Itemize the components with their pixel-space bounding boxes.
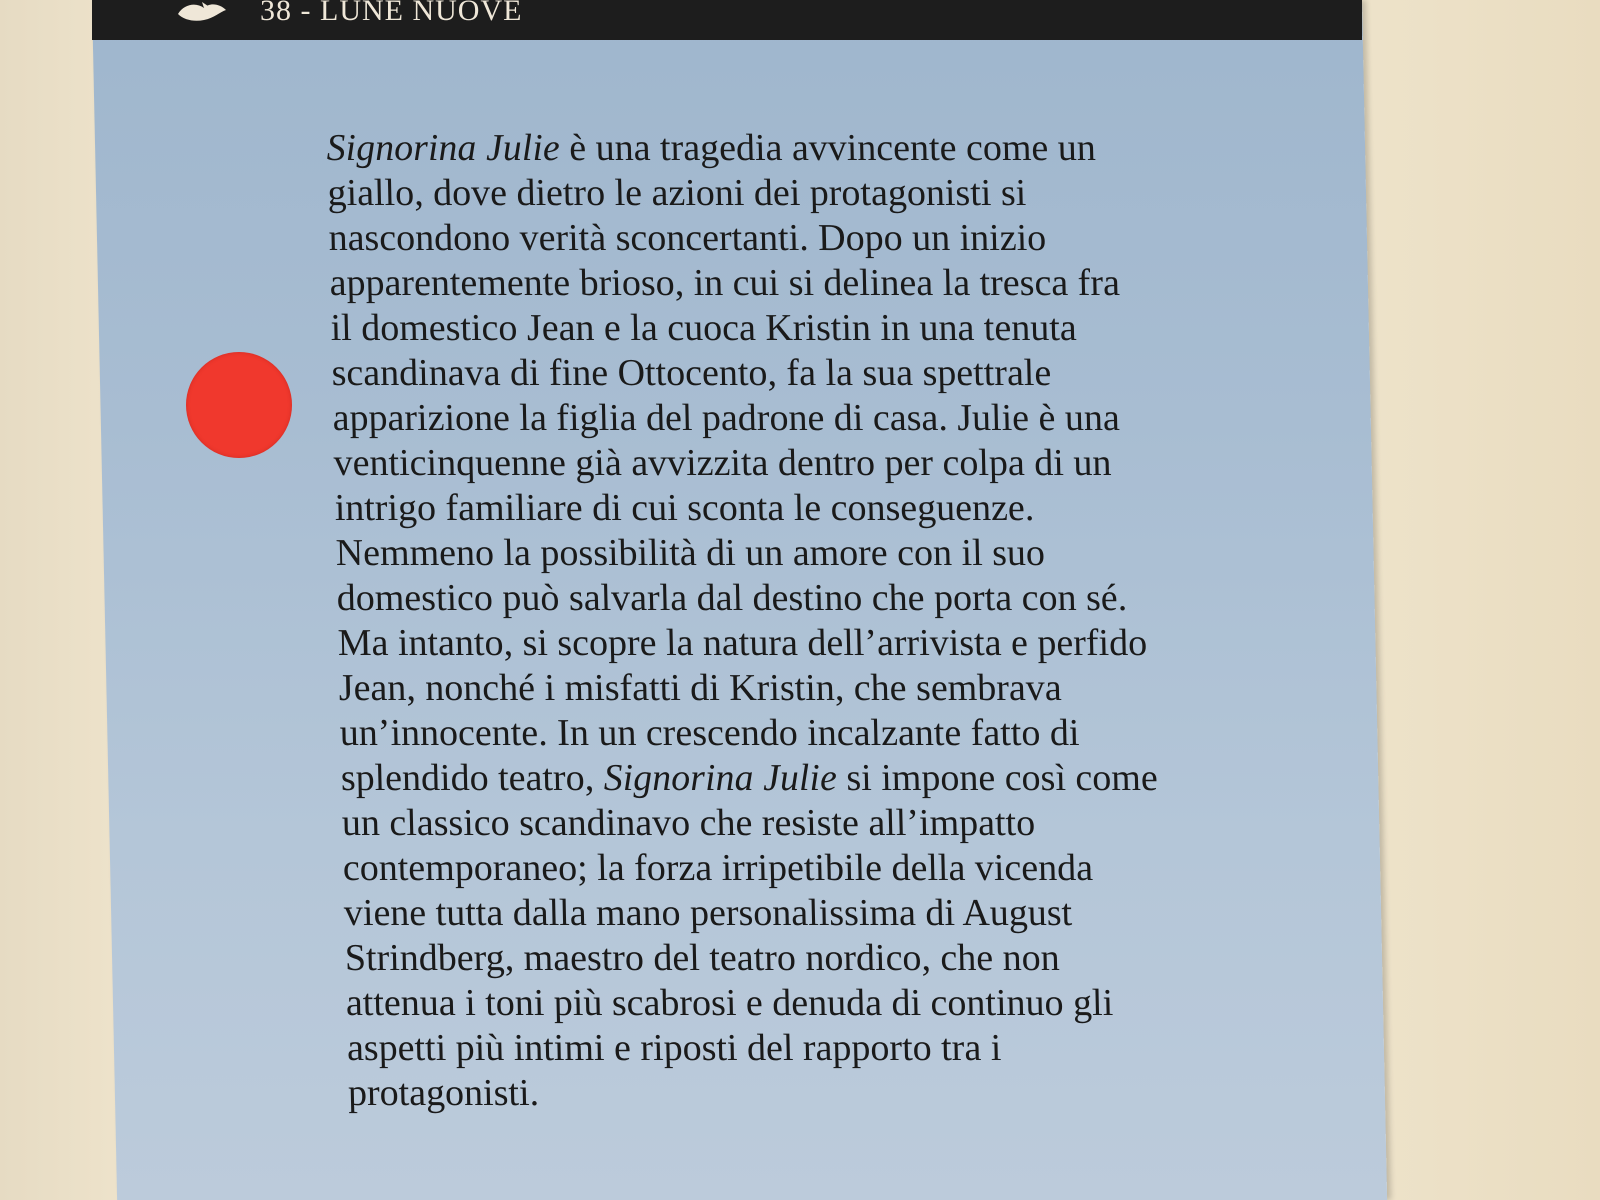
blurb-line xyxy=(336,576,1257,621)
blurb-text: il domestico Jean e la cuoca Kristin in una tenuta xyxy=(330,307,1078,349)
series-header-band xyxy=(92,0,1362,40)
blurb-text: Strindberg, maestro del teatro nordico, che non xyxy=(344,937,1061,979)
book-title-italic: Signorina Julie xyxy=(603,757,838,799)
blurb-text: è una tragedia avvincente come un xyxy=(559,127,1097,169)
blurb-text: giallo, dove dietro le azioni dei protagonisti si xyxy=(327,172,1027,214)
back-cover-blurb xyxy=(326,126,1268,1116)
blurb-text: domestico può salvarla dal destino che porta con sé. xyxy=(336,577,1128,619)
blurb-line xyxy=(330,306,1251,351)
blurb-line xyxy=(342,846,1263,891)
blurb-line xyxy=(338,666,1259,711)
blurb-line xyxy=(335,531,1256,576)
blurb-line xyxy=(339,711,1260,756)
blurb-line xyxy=(329,261,1250,306)
blurb-line xyxy=(341,801,1262,846)
blurb-text: venticinquenne già avvizzita dentro per colpa di un xyxy=(333,442,1112,484)
blurb-line xyxy=(331,351,1252,396)
blurb-text: apparentemente brioso, in cui si delinea la tresca fra xyxy=(329,262,1121,304)
book-title-italic: Signorina Julie xyxy=(326,127,561,169)
blurb-line xyxy=(334,486,1255,531)
blurb-text: viene tutta dalla mano personalissima di August xyxy=(343,892,1073,934)
blurb-text: scandinava di fine Ottocento, fa la sua spettrale xyxy=(331,352,1052,394)
blurb-text: Ma intanto, si scopre la natura dell’arrivista e perfido xyxy=(337,622,1148,664)
blurb-text: intrigo familiare di cui sconta le conseguenze. xyxy=(334,487,1035,529)
red-price-sticker xyxy=(186,352,292,458)
blurb-text: splendido teatro, xyxy=(340,757,605,799)
blurb-line xyxy=(344,936,1265,981)
blurb-line xyxy=(343,891,1264,936)
blurb-line xyxy=(326,126,1247,171)
blurb-text: nascondono verità sconcertanti. Dopo un inizio xyxy=(328,217,1047,259)
blurb-line xyxy=(328,216,1249,261)
blurb-text: Nemmeno la possibilità di un amore con il suo xyxy=(335,532,1046,574)
blurb-line xyxy=(347,1071,1268,1116)
blurb-text: attenua i toni più scabrosi e denuda di continuo gli xyxy=(345,982,1114,1024)
blurb-text: un’innocente. In un crescendo incalzante fatto di xyxy=(339,712,1080,754)
blurb-line xyxy=(333,441,1254,486)
blurb-text: apparizione la figlia del padrone di casa. Julie è una xyxy=(332,397,1121,439)
blurb-line xyxy=(327,171,1248,216)
blurb-text: un classico scandinavo che resiste all’impatto xyxy=(341,802,1036,844)
blurb-text: Jean, nonché i misfatti di Kristin, che sembrava xyxy=(338,667,1063,709)
series-label: 38 - LUNE NUOVE xyxy=(260,0,523,27)
blurb-text: contemporaneo; la forza irripetibile della vicenda xyxy=(342,847,1094,889)
blurb-line xyxy=(332,396,1253,441)
blurb-text: protagonisti. xyxy=(347,1072,540,1114)
blurb-line xyxy=(340,756,1261,801)
blurb-text: aspetti più intimi e riposti del rapporto tra i xyxy=(346,1027,1002,1069)
blurb-line xyxy=(345,981,1266,1026)
blurb-line xyxy=(337,621,1258,666)
blurb-text: si impone così come xyxy=(836,757,1159,799)
blurb-line xyxy=(346,1026,1267,1071)
pegasus-icon xyxy=(174,0,234,24)
